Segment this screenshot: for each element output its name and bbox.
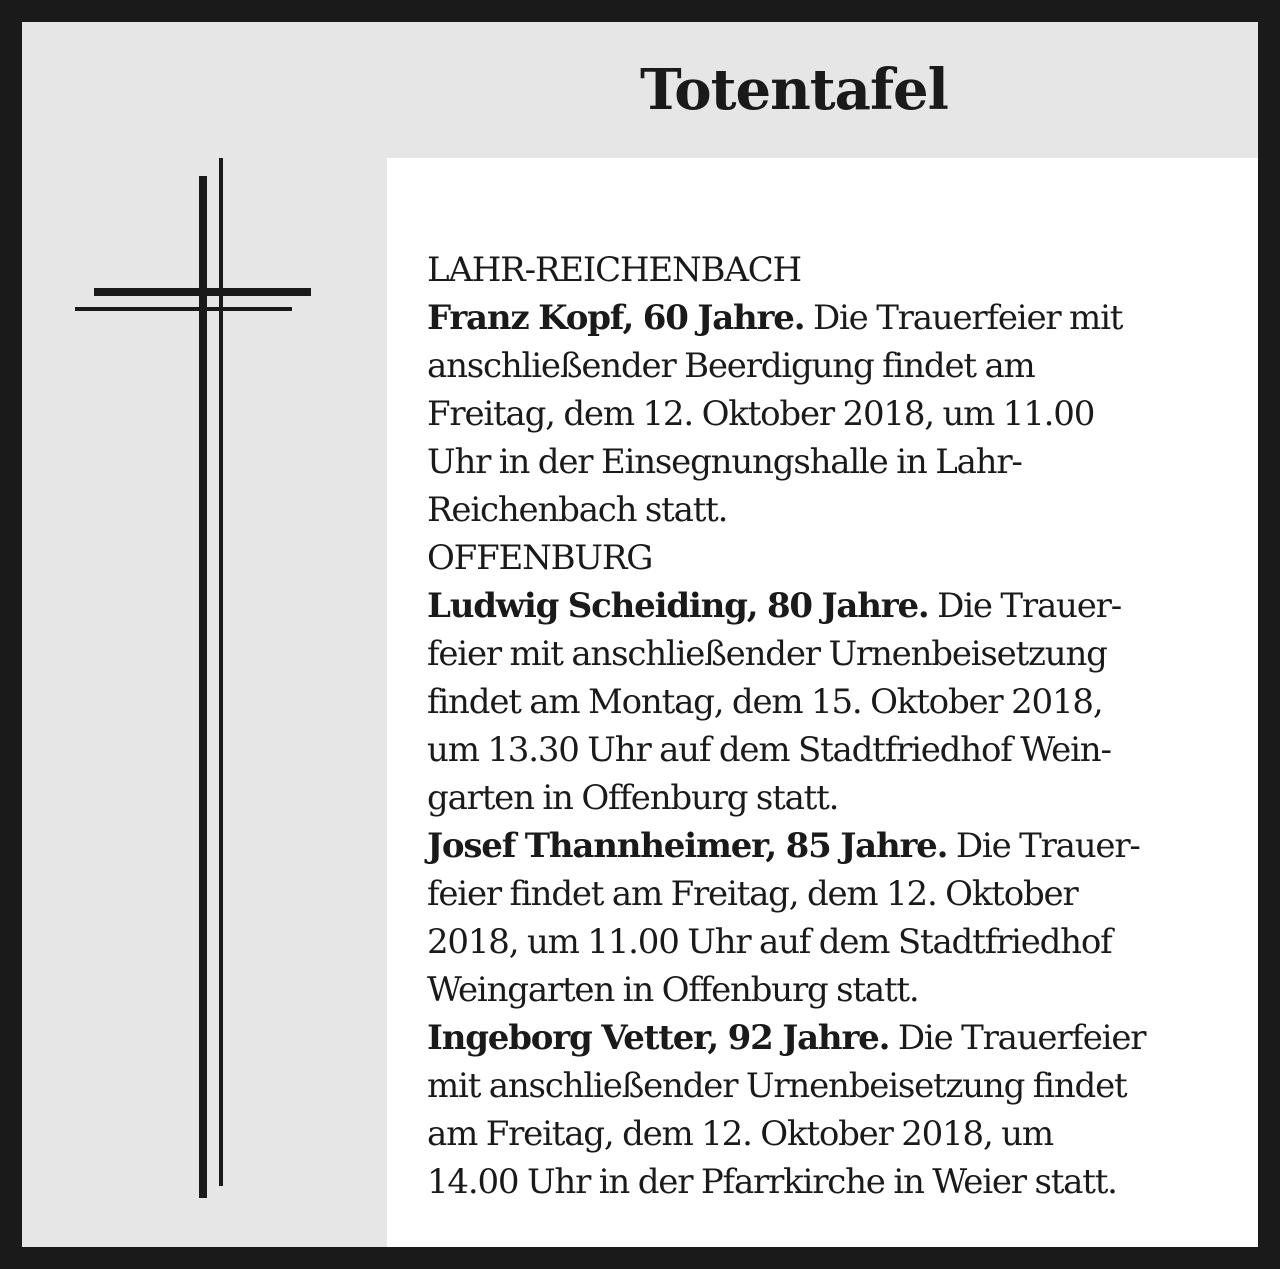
cross-horizontal-thin-bar: [75, 307, 292, 311]
location-heading-offenburg: OFFENBURG: [427, 538, 653, 578]
entry-text-line: anschließender Beerdigung findet am: [427, 346, 1035, 386]
entry-ludwig-scheiding: [427, 582, 1247, 630]
entry-text-line: um 13.30 Uhr auf dem Stadtfriedhof Wein-: [427, 730, 1111, 770]
entry-text-line: feier mit anschließender Urnenbeisetzung: [427, 634, 1107, 674]
entry-text-line: garten in Offenburg statt.: [427, 778, 839, 818]
entry-text-line: findet am Montag, dem 15. Oktober 2018,: [427, 682, 1103, 722]
entry-josef-thannheimer: [427, 822, 1247, 870]
cross-icon: [0, 0, 400, 1260]
entry-text-line: 14.00 Uhr in der Pfarrkirche in Weier statt.: [427, 1162, 1117, 1202]
entry-franz-kopf: [427, 294, 1247, 342]
cross-vertical-thick-bar: [199, 176, 207, 1198]
cross-vertical-thin-bar: [219, 158, 223, 1186]
obituary-list: [427, 246, 1247, 1206]
entry-text: Die Trauerfeier: [897, 1018, 1146, 1058]
entry-text-line: mit anschließender Urnenbeisetzung findet: [427, 1066, 1127, 1106]
cross-horizontal-thick-bar: [94, 288, 311, 296]
location-heading-lahr-reichenbach: LAHR-REICHENBACH: [427, 250, 801, 290]
entry-text: Die Trauer-: [937, 586, 1121, 626]
deceased-name: Franz Kopf, 60 Jahre.: [427, 298, 805, 338]
entry-text-line: Uhr in der Einsegnungshalle in Lahr-: [427, 442, 1022, 482]
deceased-name: Ingeborg Vetter, 92 Jahre.: [427, 1018, 890, 1058]
page-title: Totentafel: [640, 57, 948, 123]
entry-text-line: Freitag, dem 12. Oktober 2018, um 11.00: [427, 394, 1095, 434]
deceased-name: Josef Thannheimer, 85 Jahre.: [427, 826, 948, 866]
deceased-name: Ludwig Scheiding, 80 Jahre.: [427, 586, 929, 626]
entry-text-line: feier findet am Freitag, dem 12. Oktober: [427, 874, 1078, 914]
entry-text: Die Trauer-: [955, 826, 1140, 866]
entry-text-line: 2018, um 11.00 Uhr auf dem Stadtfriedhof: [427, 922, 1112, 962]
entry-text: Die Trauerfeier mit: [812, 298, 1123, 338]
entry-text-line: Weingarten in Offenburg statt.: [427, 970, 919, 1010]
entry-text-line: Reichenbach statt.: [427, 490, 728, 530]
entry-text-line: am Freitag, dem 12. Oktober 2018, um: [427, 1114, 1053, 1154]
entry-ingeborg-vetter: [427, 1014, 1247, 1062]
